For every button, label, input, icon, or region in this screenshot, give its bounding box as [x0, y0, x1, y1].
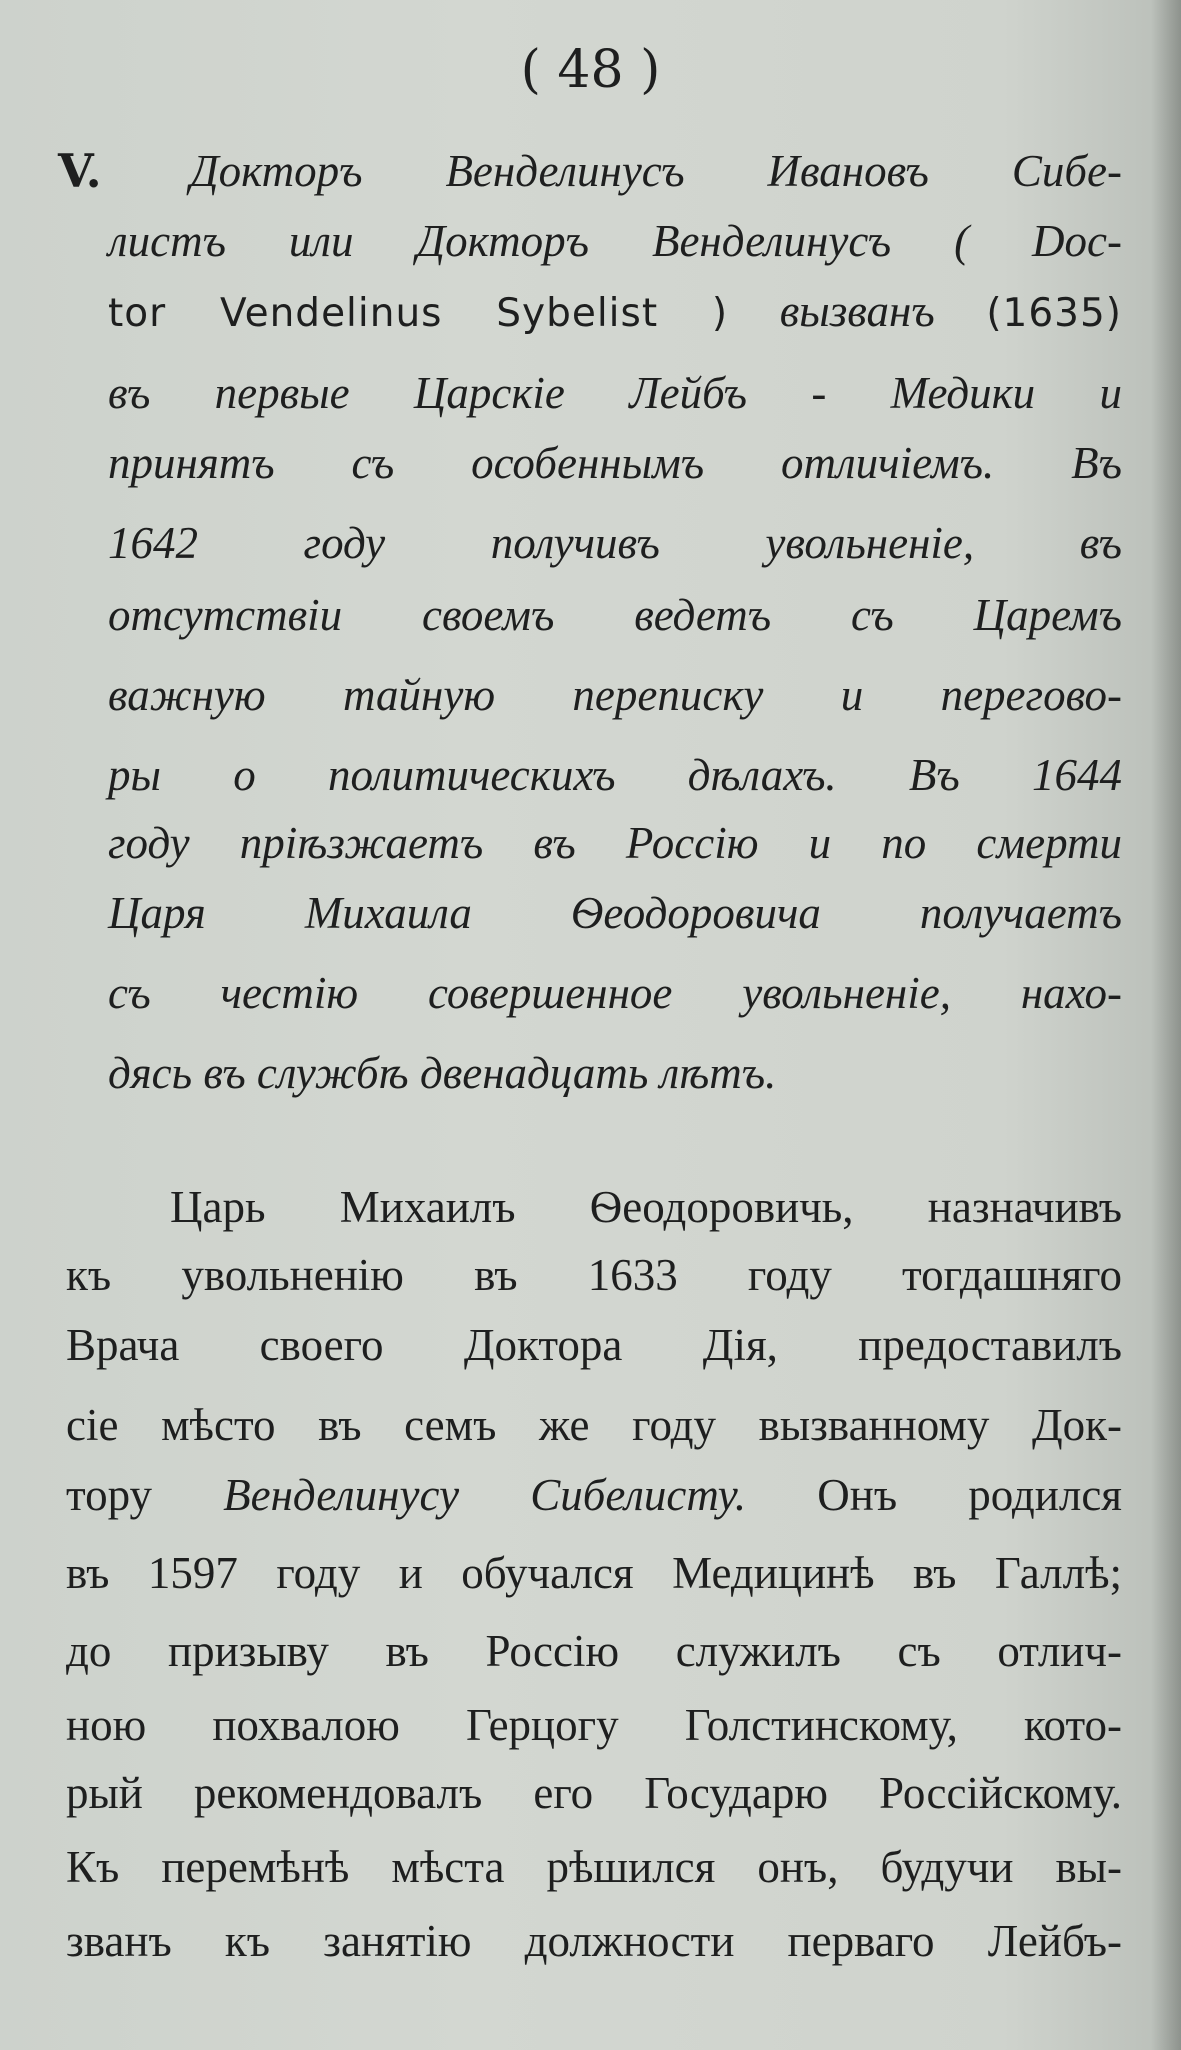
text-line: дясь въ службѣ двенадцать лѣтъ.	[108, 1048, 777, 1098]
text-line: сіе мѣсто въ семъ же году вызванному Док-	[66, 1400, 1122, 1450]
text-line: принятъ съ особеннымъ отличіемъ. Въ	[108, 438, 1122, 488]
text-line: Врача своего Доктора Дія, предоставилъ	[66, 1320, 1122, 1370]
text-line: рый рекомендовалъ его Государю Россійскому.	[66, 1768, 1122, 1818]
text-line: Царь Михаилъ Ѳеодоровичь, назначивъ	[170, 1182, 1122, 1232]
text-line: важную тайную переписку и перегово-	[108, 670, 1122, 720]
text-line	[66, 1460, 1122, 1530]
text-line: Къ перемѣнѣ мѣста рѣшился онъ, будучи вы-	[66, 1842, 1122, 1892]
text-line: съ честію совершенное увольненіе, нахо-	[108, 968, 1122, 1018]
text-line: въ 1597 году и обучался Медицинѣ въ Галлѣ;	[66, 1548, 1122, 1598]
text-line: въ первые Царскіе Лейбъ - Медики и	[108, 368, 1122, 418]
page-number: ( 48 )	[520, 40, 661, 100]
text-line: до призыву въ Россію служилъ съ отлич-	[66, 1626, 1122, 1676]
text-line: къ увольненію въ 1633 году тогдашняго	[66, 1250, 1122, 1300]
text-line: званъ къ занятію должности перваго Лейбъ-	[66, 1916, 1122, 1966]
text-line: Царя Михаила Ѳеодоровича получаетъ	[108, 888, 1122, 938]
text-run: Онъ родился	[817, 1470, 1123, 1520]
text-line: Докторъ Венделинусъ Ивановъ Сибе-	[190, 146, 1122, 196]
text-line: году пріѣзжаетъ въ Россію и по смерти	[108, 818, 1122, 868]
physician-name: Венделинусу Сибелисту.	[223, 1470, 747, 1520]
text-line: отсутствіи своемъ ведетъ съ Царемъ	[108, 590, 1122, 640]
text-line: листъ или Докторъ Венделинусъ ( Doc-	[108, 216, 1122, 266]
text-line: ною похвалою Герцогу Голстинскому, кото-	[66, 1700, 1122, 1750]
text-line: ры о политическихъ дѣлахъ. Въ 1644	[108, 750, 1122, 800]
text-line: tor Vendelinus Sybelist ) вызванъ (1635)	[108, 286, 1123, 336]
section-number: V.	[58, 144, 102, 198]
page-edge-shadow	[1151, 0, 1181, 2050]
text-line: 1642 году получивъ увольненіе, въ	[108, 518, 1122, 568]
text-run: тору	[66, 1470, 152, 1520]
